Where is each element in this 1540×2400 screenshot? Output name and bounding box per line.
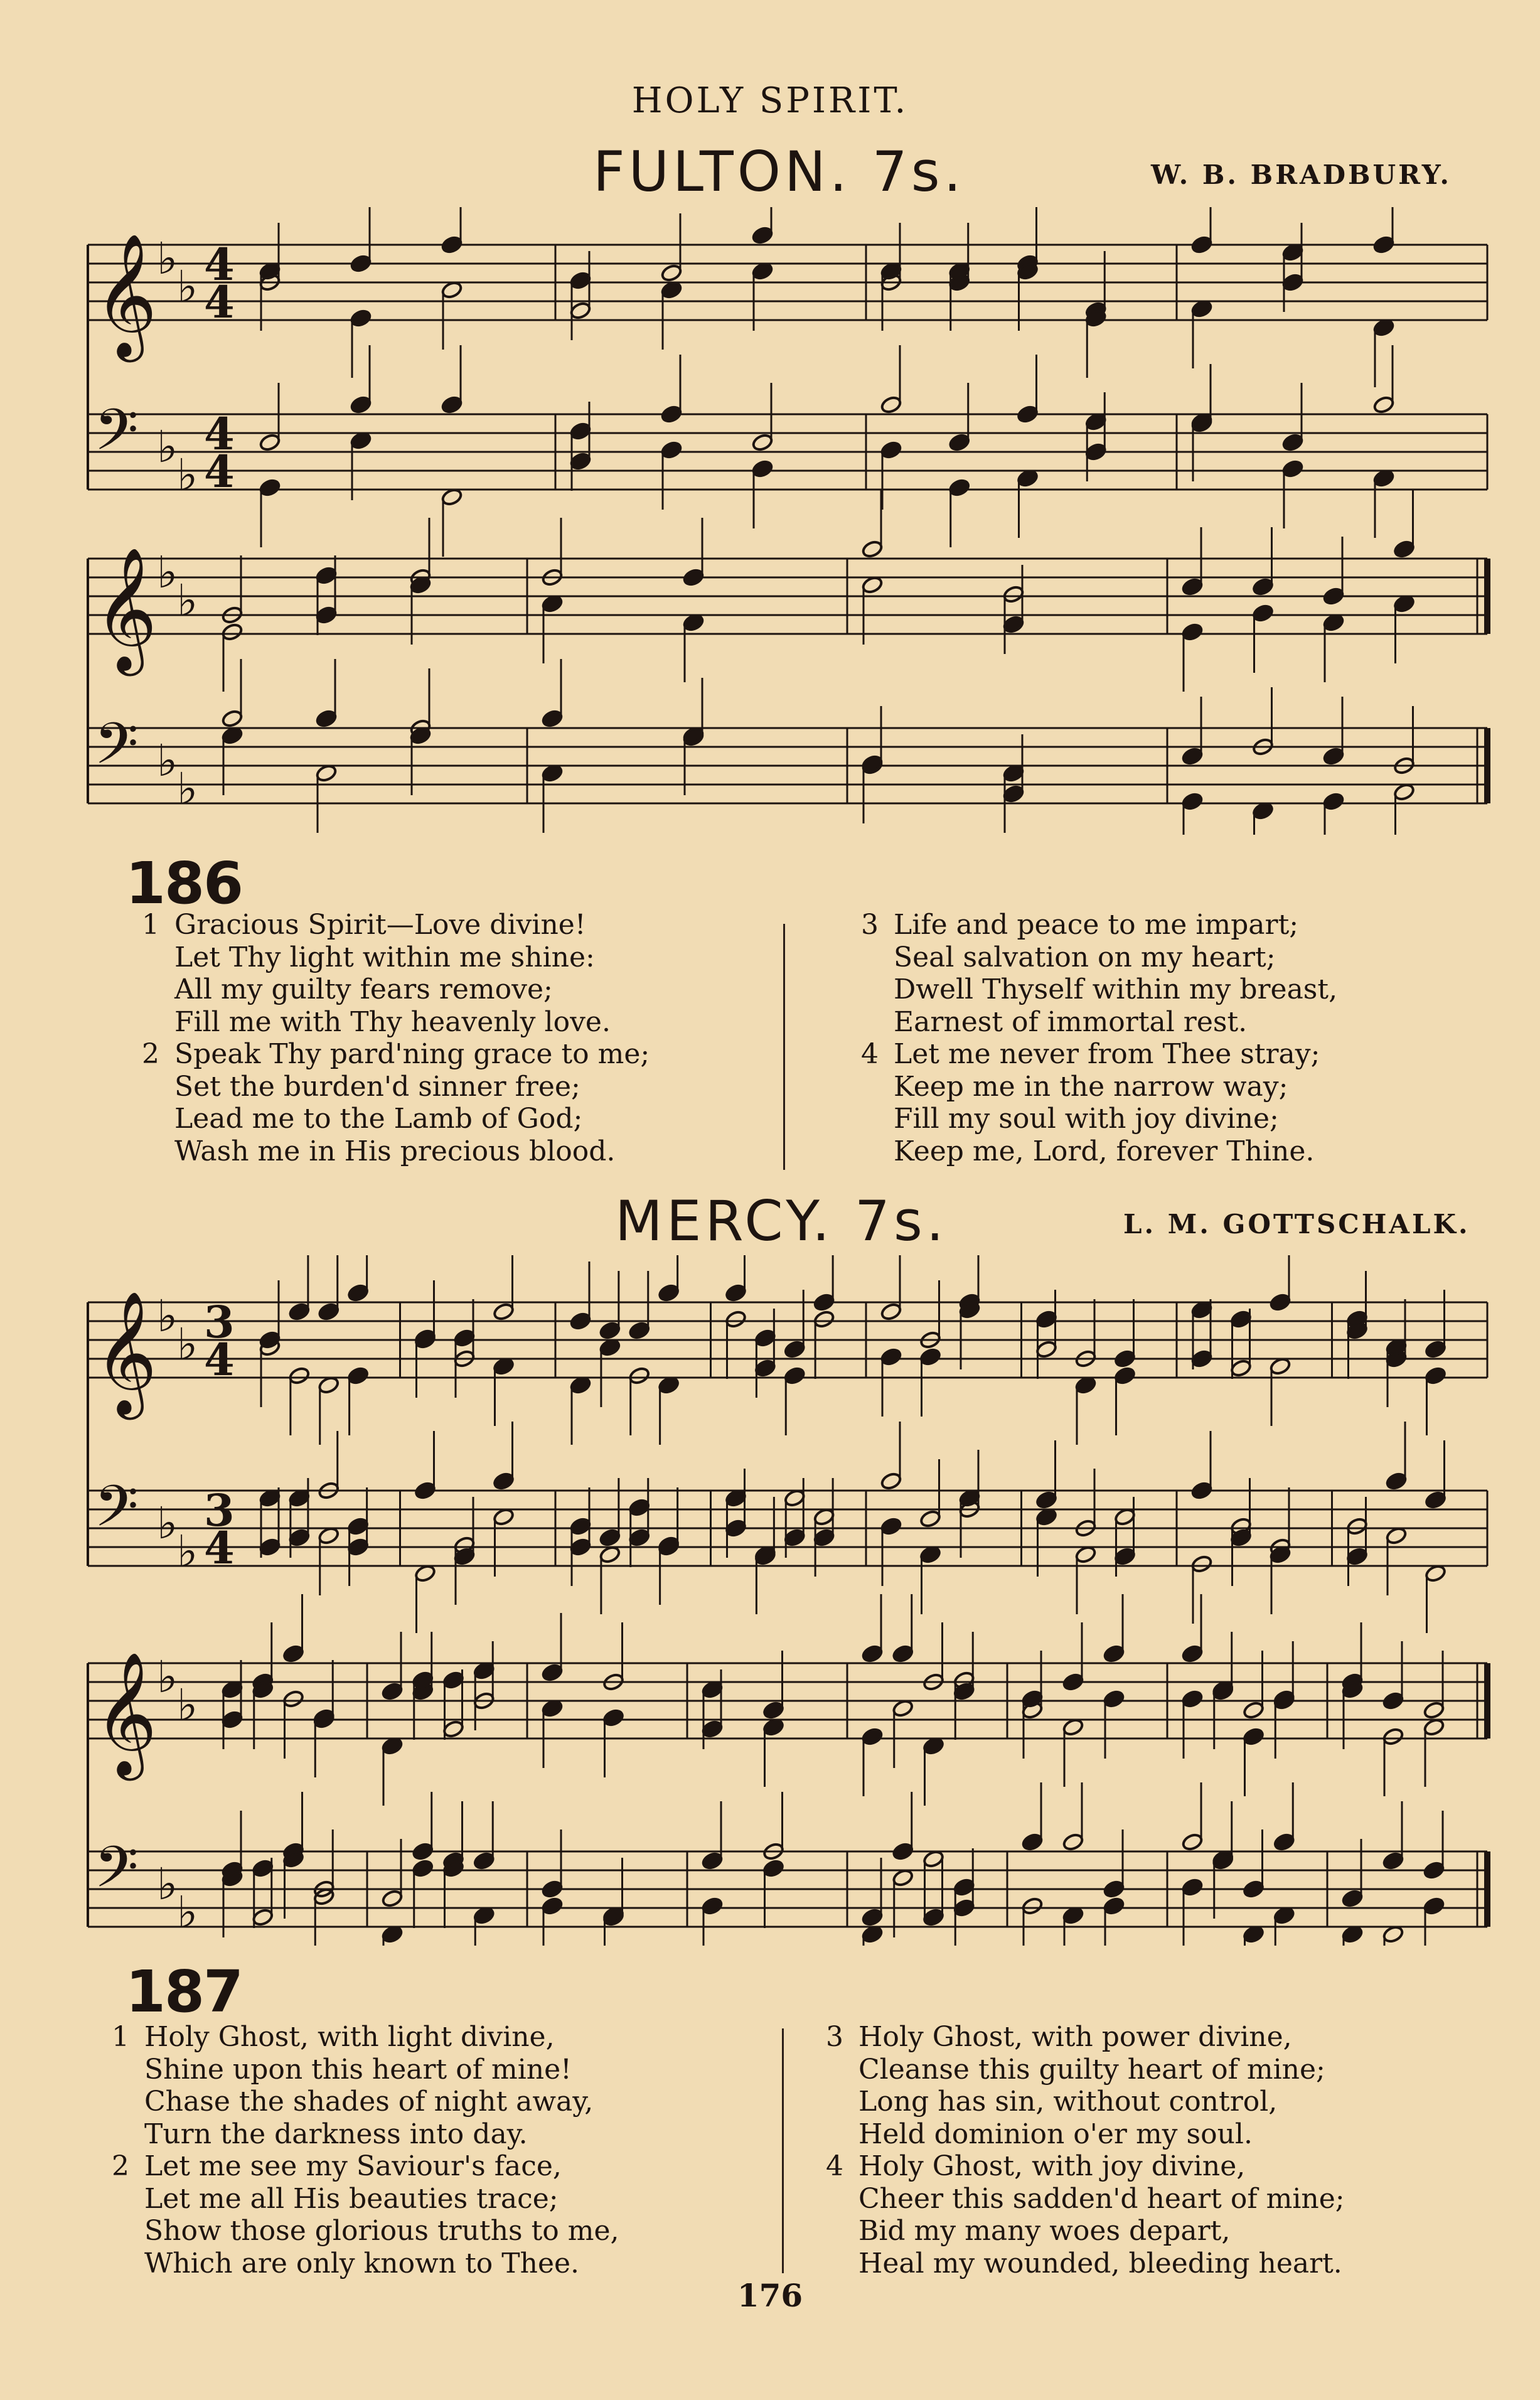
note-head	[602, 1708, 625, 1728]
note-head	[1322, 747, 1345, 766]
note-head	[350, 395, 372, 415]
verse-text: Bid my many woes depart,	[858, 2215, 1231, 2247]
note-head	[282, 1644, 305, 1664]
note-head	[660, 405, 683, 424]
note-head	[412, 1859, 434, 1878]
note-head	[701, 1851, 724, 1871]
time-signature: 4	[204, 1334, 235, 1386]
note-head	[1002, 615, 1025, 635]
note-head	[541, 1663, 564, 1683]
verse-text: Holy Ghost, with light divine,	[144, 2021, 555, 2053]
hymn-187-verses-left	[112, 2021, 619, 2279]
verse-line	[826, 2247, 1345, 2280]
column-divider	[783, 924, 785, 1170]
note-head	[441, 235, 463, 255]
verse-line	[861, 973, 1337, 1006]
note-head	[1103, 1880, 1125, 1899]
note-head	[1322, 587, 1345, 606]
flat-sign: ♭	[177, 261, 198, 313]
verse-line	[142, 1135, 650, 1168]
note-head	[1035, 1340, 1058, 1359]
note-head	[350, 309, 372, 328]
note-head	[1114, 1366, 1136, 1386]
note-head	[1393, 540, 1416, 559]
note-head	[347, 1366, 370, 1386]
note-head	[1382, 1727, 1404, 1747]
note-head	[783, 1528, 806, 1548]
note-head	[861, 1908, 884, 1927]
note-head	[1103, 1897, 1125, 1916]
verse-text: Let me see my Saviour's face,	[144, 2150, 562, 2182]
note-head	[628, 1528, 651, 1548]
note-head	[1021, 1897, 1044, 1916]
note-head	[1084, 442, 1107, 462]
hymn-186-verses-left	[142, 909, 650, 1167]
note-head	[660, 441, 683, 460]
verse-line	[142, 1038, 650, 1071]
flat-sign: ♭	[177, 1887, 198, 1938]
verse-text: Holy Ghost, with power divine,	[858, 2021, 1292, 2053]
note-head	[628, 1498, 651, 1518]
note-head	[751, 226, 774, 245]
note-head	[315, 606, 338, 625]
verse-186-3	[861, 909, 1337, 1038]
composer-mercy: L. M. GOTTSCHALK.	[1123, 1209, 1470, 1240]
note-head	[813, 1293, 835, 1312]
flat-sign: ♭	[157, 233, 178, 284]
verse-text: All my guilty fears remove;	[174, 973, 553, 1005]
note-head	[1230, 1359, 1253, 1378]
note-head	[919, 1509, 942, 1529]
verse-line	[142, 1006, 650, 1039]
note-head	[318, 1302, 340, 1322]
verse-text: Shine upon this heart of mine!	[144, 2053, 572, 2086]
note-head	[541, 709, 564, 729]
verse-187-3	[826, 2021, 1345, 2150]
note-head	[1002, 785, 1025, 804]
note-head	[1423, 1861, 1445, 1880]
note-head	[288, 1366, 311, 1386]
note-head	[350, 254, 372, 274]
verse-line	[112, 2247, 619, 2280]
hymn-186-verses-right	[861, 909, 1337, 1167]
verse-text: Earnest of immortal rest.	[894, 1005, 1248, 1038]
verse-text: Wash me in His precious blood.	[174, 1135, 616, 1167]
note-head	[442, 1671, 465, 1690]
flat-sign: ♭	[177, 575, 198, 626]
flat-sign: ♭	[157, 735, 178, 786]
note-head	[282, 1690, 305, 1709]
flat-sign: ♭	[177, 449, 198, 501]
note-head	[1190, 1555, 1213, 1574]
verse-line	[826, 2215, 1345, 2247]
note-head	[1423, 1701, 1445, 1720]
note-head	[441, 395, 463, 415]
note-head	[628, 1321, 651, 1341]
note-head	[221, 623, 243, 642]
verse-number: 1	[112, 2021, 129, 2053]
note-head	[1382, 1851, 1404, 1871]
note-head	[347, 1517, 370, 1536]
score-mercy	[82, 1255, 1494, 1946]
note-head	[1382, 1691, 1404, 1711]
note-head	[701, 1720, 724, 1739]
note-head	[1281, 273, 1304, 292]
verse-text: Cheer this sadden'd heart of mine;	[858, 2182, 1345, 2215]
column-divider	[782, 2028, 784, 2273]
note-head	[381, 1682, 404, 1701]
note-head	[922, 1908, 945, 1927]
verse-line	[112, 2054, 619, 2086]
music-system	[88, 207, 1487, 557]
verse-text: Which are only known to Thee.	[144, 2247, 580, 2279]
verse-number: 3	[826, 2021, 843, 2053]
time-signature: 4	[204, 408, 235, 460]
verse-number: 1	[142, 909, 159, 941]
verse-186-4	[861, 1038, 1337, 1167]
verse-number: 3	[861, 909, 879, 941]
verse-line	[142, 1071, 650, 1103]
note-head	[252, 1908, 274, 1927]
verse-line	[861, 909, 1337, 941]
note-head	[658, 1283, 680, 1303]
verse-text: Speak Thy pard'ning grace to me;	[174, 1038, 650, 1070]
verse-text: Holy Ghost, with joy divine,	[858, 2150, 1246, 2182]
note-head	[569, 301, 592, 321]
note-head	[1181, 1644, 1204, 1664]
note-head	[599, 1321, 621, 1341]
section-heading: HOLY SPIRIT.	[631, 80, 909, 121]
verse-186-1	[142, 909, 650, 1038]
note-head	[1035, 1491, 1058, 1510]
verse-line	[861, 941, 1337, 974]
note-head	[1281, 459, 1304, 479]
note-head	[783, 1366, 806, 1386]
note-head	[1372, 395, 1395, 415]
note-head	[1103, 1644, 1125, 1664]
note-head	[880, 1472, 902, 1491]
verse-line	[861, 1071, 1337, 1103]
flat-sign: ♭	[157, 1651, 178, 1703]
bass-clef: 𝄢	[94, 710, 139, 791]
note-head	[1021, 1833, 1044, 1852]
note-head	[813, 1528, 835, 1548]
note-head	[682, 568, 705, 587]
time-signature: 3	[204, 1484, 235, 1536]
music-system	[88, 490, 1487, 835]
verse-text: Cleanse this guilty heart of mine;	[858, 2053, 1325, 2086]
note-head	[953, 1899, 975, 1918]
note-head	[948, 433, 971, 453]
note-head	[762, 1859, 785, 1878]
note-head	[1114, 1349, 1136, 1369]
note-head	[569, 1312, 592, 1331]
note-head	[919, 1347, 942, 1367]
verse-186-2	[142, 1038, 650, 1167]
note-head	[1346, 1547, 1369, 1567]
note-head	[1114, 1547, 1136, 1567]
note-head	[880, 395, 902, 415]
verse-line	[826, 2054, 1345, 2086]
verse-text: Keep me, Lord, forever Thine.	[894, 1135, 1315, 1167]
note-head	[1190, 1481, 1213, 1501]
verse-line	[861, 1038, 1337, 1071]
verse-text: Keep me in the narrow way;	[894, 1070, 1288, 1103]
note-head	[725, 1519, 747, 1538]
note-head	[725, 1310, 747, 1329]
note-head	[1181, 1878, 1204, 1897]
treble-clef: 𝄞	[94, 547, 158, 671]
note-head	[221, 709, 243, 729]
score-fulton	[82, 207, 1494, 835]
note-head	[1252, 604, 1275, 623]
note-head	[493, 1302, 515, 1322]
note-head	[1017, 405, 1039, 424]
verse-187-2	[112, 2150, 619, 2279]
note-head	[442, 1720, 465, 1739]
verse-number: 4	[826, 2150, 843, 2182]
verse-line	[112, 2183, 619, 2215]
note-head	[1243, 1880, 1265, 1899]
verse-line	[861, 1103, 1337, 1135]
note-head	[1385, 1472, 1408, 1491]
note-head	[1252, 577, 1275, 597]
verse-text: Chase the shades of night away,	[144, 2086, 594, 2118]
verse-text: Set the burden'd sinner free;	[174, 1070, 580, 1103]
verse-line	[112, 2215, 619, 2247]
verse-number: 2	[142, 1038, 159, 1070]
note-head	[453, 1329, 476, 1348]
note-head	[347, 1283, 370, 1303]
note-head	[1322, 792, 1345, 812]
time-signature: 3	[204, 1296, 235, 1348]
verse-text: Let me all His beauties trace;	[144, 2182, 559, 2215]
page-number: 176	[737, 2277, 803, 2314]
verse-line	[826, 2021, 1345, 2054]
verse-text: Dwell Thyself within my breast,	[894, 973, 1338, 1005]
note-head	[412, 1842, 434, 1862]
note-head	[1423, 1897, 1445, 1916]
note-head	[569, 422, 592, 441]
note-head	[288, 1302, 311, 1322]
verse-line	[826, 2086, 1345, 2118]
verse-187-4	[826, 2150, 1345, 2279]
note-head	[1243, 1701, 1265, 1720]
tune-title-mercy: MERCY. 7s.	[615, 1189, 948, 1253]
verse-line	[142, 941, 650, 974]
note-head	[1062, 1673, 1084, 1692]
flat-sign: ♭	[177, 1679, 198, 1731]
verse-text: Show those glorious truths to me,	[144, 2215, 619, 2247]
hymn-187-verses-right	[826, 2021, 1345, 2279]
note-head	[1181, 577, 1204, 597]
music-system	[88, 1255, 1487, 1633]
note-head	[892, 1842, 914, 1862]
note-head	[762, 1701, 785, 1720]
treble-clef: 𝄞	[94, 1651, 158, 1776]
verse-text: Gracious Spirit—Love divine!	[174, 909, 586, 941]
verse-number: 4	[861, 1038, 879, 1070]
verse-text: Life and peace to me impart;	[894, 909, 1299, 941]
note-head	[221, 1710, 243, 1730]
music-system	[88, 1594, 1487, 1946]
note-head	[880, 1347, 902, 1367]
note-head	[541, 1880, 564, 1899]
note-head	[569, 1517, 592, 1536]
verse-line	[142, 1103, 650, 1135]
verse-text: Long has sin, without control,	[858, 2086, 1278, 2118]
tune-title-fulton: FULTON. 7s.	[593, 139, 965, 204]
verse-text: Fill my soul with joy divine;	[894, 1103, 1279, 1135]
verse-text: Heal my wounded, bleeding heart.	[858, 2247, 1342, 2279]
note-head	[1181, 747, 1204, 766]
flat-sign: ♭	[177, 1526, 198, 1577]
note-head	[252, 1859, 274, 1878]
note-head	[660, 264, 683, 283]
note-head	[1243, 1727, 1265, 1747]
treble-clef: 𝄞	[94, 1290, 158, 1415]
note-head	[599, 1528, 621, 1548]
note-head	[813, 1310, 835, 1329]
flat-sign: ♭	[157, 1858, 178, 1910]
verse-text: Fill me with Thy heavenly love.	[174, 1005, 611, 1038]
time-signature: 4	[204, 1522, 235, 1574]
note-head	[861, 1644, 884, 1664]
verse-line	[861, 1006, 1337, 1039]
verse-text: Lead me to the Lamb of God;	[174, 1103, 583, 1135]
verse-text: Held dominion o'er my soul.	[858, 2118, 1253, 2150]
note-head	[381, 1889, 404, 1909]
note-head	[288, 1528, 311, 1548]
note-head	[1181, 1690, 1204, 1709]
time-signature: 4	[204, 446, 235, 498]
note-head	[1103, 1690, 1125, 1709]
verse-text: Let Thy light within me shine:	[174, 941, 595, 973]
note-head	[1273, 1833, 1295, 1852]
composer-fulton: W. B. BRADBURY.	[1151, 159, 1452, 190]
note-head	[259, 478, 281, 498]
flat-sign: ♭	[157, 421, 178, 473]
note-head	[751, 433, 774, 453]
note-head	[315, 709, 338, 729]
verse-line	[112, 2150, 619, 2183]
flat-sign: ♭	[157, 1497, 178, 1549]
note-head	[701, 1897, 724, 1916]
note-head	[493, 1472, 515, 1491]
note-head	[1002, 585, 1025, 604]
note-head	[1372, 235, 1395, 255]
flat-sign: ♭	[157, 547, 178, 598]
note-head	[953, 1878, 975, 1897]
note-head	[861, 540, 884, 559]
verse-line	[112, 2118, 619, 2151]
note-head	[725, 1283, 747, 1303]
flat-sign: ♭	[157, 1290, 178, 1342]
note-head	[880, 1302, 902, 1322]
note-head	[347, 1538, 370, 1557]
note-head	[1181, 792, 1204, 812]
note-head	[751, 459, 774, 479]
note-head	[1035, 1310, 1058, 1329]
note-head	[1190, 1349, 1213, 1369]
note-head	[259, 433, 281, 453]
note-head	[1190, 235, 1213, 255]
verse-187-1	[112, 2021, 619, 2150]
verse-text: Let me never from Thee stray;	[894, 1038, 1320, 1070]
verse-line	[142, 973, 650, 1006]
bass-clef: 𝄢	[94, 1473, 139, 1553]
note-head	[754, 1359, 777, 1378]
note-head	[259, 1538, 281, 1557]
note-head	[628, 1366, 651, 1386]
hymn-number-187: 187	[126, 1958, 243, 2025]
verse-line	[112, 2086, 619, 2118]
verse-text: Turn the darkness into day.	[144, 2118, 528, 2150]
note-head	[783, 1340, 806, 1359]
note-head	[892, 1644, 914, 1664]
note-head	[880, 1517, 902, 1536]
note-head	[948, 478, 971, 498]
note-head	[1230, 1310, 1253, 1329]
note-head	[1281, 433, 1304, 453]
note-head	[541, 1897, 564, 1916]
note-head	[880, 441, 902, 460]
bass-clef: 𝄢	[94, 1834, 139, 1914]
note-head	[1425, 1491, 1447, 1510]
time-signature: 4	[204, 238, 235, 291]
note-head	[1425, 1366, 1447, 1386]
note-head	[569, 271, 592, 291]
verse-number: 2	[112, 2150, 129, 2182]
note-head	[861, 1727, 884, 1747]
note-head	[1346, 1517, 1369, 1536]
note-head	[1062, 1833, 1084, 1852]
note-head	[315, 566, 338, 586]
verse-text: Seal salvation on my heart;	[894, 941, 1276, 973]
note-head	[414, 1481, 437, 1501]
note-head	[1269, 1293, 1291, 1312]
note-head	[569, 1538, 592, 1557]
note-head	[1425, 1340, 1447, 1359]
flat-sign: ♭	[177, 1319, 198, 1370]
note-head	[754, 1329, 777, 1348]
note-head	[1181, 1833, 1204, 1852]
time-signature: 4	[204, 276, 235, 328]
verse-line	[142, 909, 650, 941]
verse-line	[826, 2118, 1345, 2151]
flat-sign: ♭	[177, 763, 198, 815]
note-head	[569, 452, 592, 471]
verse-line	[826, 2150, 1345, 2183]
verse-line	[826, 2183, 1345, 2215]
verse-line	[112, 2021, 619, 2054]
note-head	[473, 1851, 495, 1871]
treble-clef: 𝄞	[94, 233, 158, 357]
note-head	[1181, 623, 1204, 642]
hymn-number-186: 186	[126, 850, 243, 917]
verse-line	[861, 1135, 1337, 1168]
bass-clef: 𝄢	[94, 397, 139, 477]
note-head	[1341, 1889, 1364, 1909]
